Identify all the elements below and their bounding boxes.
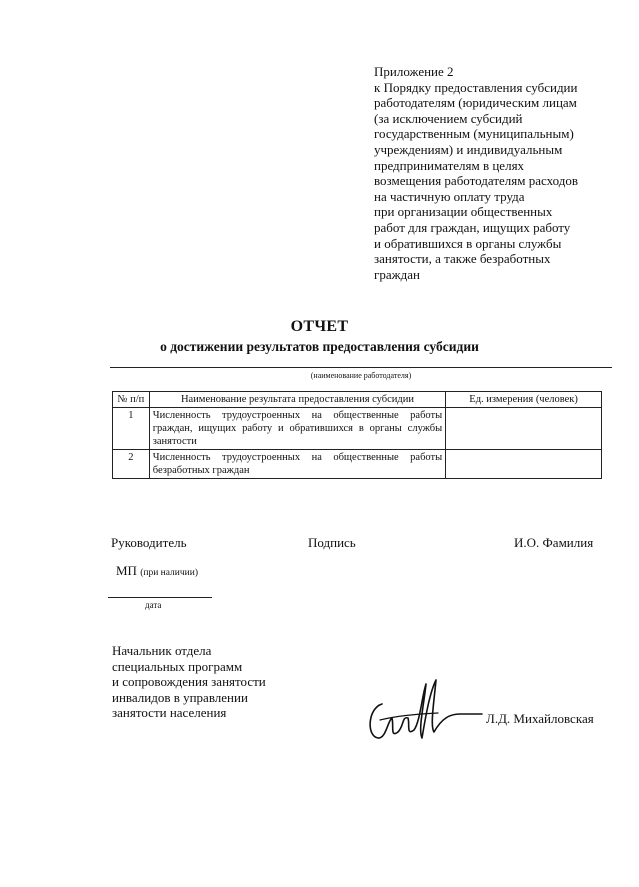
mp-note: (при наличии) xyxy=(140,568,198,578)
department-line: специальных программ xyxy=(112,658,243,674)
employer-hint: (наименование работодателя) xyxy=(310,371,412,380)
appendix-line: предпринимателям в целях xyxy=(374,157,525,173)
report-subtitle: о достижении результатов предоставления субсидии xyxy=(160,339,479,354)
row-unit xyxy=(446,408,602,450)
appendix-line: (за исключением субсидий xyxy=(374,110,523,126)
table-row xyxy=(113,408,602,450)
appendix-line: государственным (муниципальным) xyxy=(374,126,574,142)
appendix-line: к Порядку предоставления субсидии xyxy=(374,79,578,95)
appendix-line: при организации общественных xyxy=(374,204,553,220)
appendix-line: Приложение 2 xyxy=(374,64,454,79)
row-unit xyxy=(446,450,602,479)
appendix-line: и обратившихся в органы службы xyxy=(374,235,562,251)
department-line: инвалидов в управлении xyxy=(112,689,248,705)
department-line: Начальник отдела xyxy=(112,643,212,658)
date-line xyxy=(108,597,212,598)
results-table xyxy=(112,391,602,479)
head-label: Руководитель xyxy=(111,535,187,550)
table-row xyxy=(113,450,602,479)
department-line: занятости населения xyxy=(112,705,227,721)
date-label: дата xyxy=(145,600,162,610)
header-unit: Ед. измерения (человек) xyxy=(446,392,602,408)
appendix-line: на частичную оплату труда xyxy=(374,188,525,204)
table-header-row xyxy=(113,392,602,408)
appendix-line: работ для граждан, ищущих работу xyxy=(374,219,571,235)
appendix-line: занятости, а также безработных xyxy=(374,251,551,267)
appendix-line: учреждениям) и индивидуальным xyxy=(374,141,563,157)
department-head-block xyxy=(112,643,266,721)
handwritten-signature xyxy=(360,674,485,754)
department-line: и сопровождения занятости xyxy=(112,674,266,690)
row-num: 2 xyxy=(113,450,150,479)
row-num: 1 xyxy=(113,408,150,450)
employer-line xyxy=(110,367,612,368)
appendix-line: возмещения работодателям расходов xyxy=(374,173,578,189)
fio-label: И.О. Фамилия xyxy=(514,535,594,550)
report-title: ОТЧЕТ xyxy=(290,318,349,335)
row-name: Численность трудоустроенных на общественные работы граждан, ищущих работу и обратившихся в органы службы занятости xyxy=(149,408,445,450)
header-name: Наименование результата предоставления субсидии xyxy=(149,392,445,408)
appendix-line: работодателям (юридическим лицам xyxy=(374,95,577,111)
header-num: № п/п xyxy=(113,392,150,408)
row-name: Численность трудоустроенных на общественные работы безработных граждан xyxy=(149,450,445,479)
mp-label: МП xyxy=(116,563,137,578)
sign-label: Подпись xyxy=(308,535,356,550)
appendix-block xyxy=(374,64,614,282)
signer-name: Л.Д. Михайловская xyxy=(486,711,594,726)
appendix-line: граждан xyxy=(374,266,420,282)
stamp-place xyxy=(116,563,198,579)
